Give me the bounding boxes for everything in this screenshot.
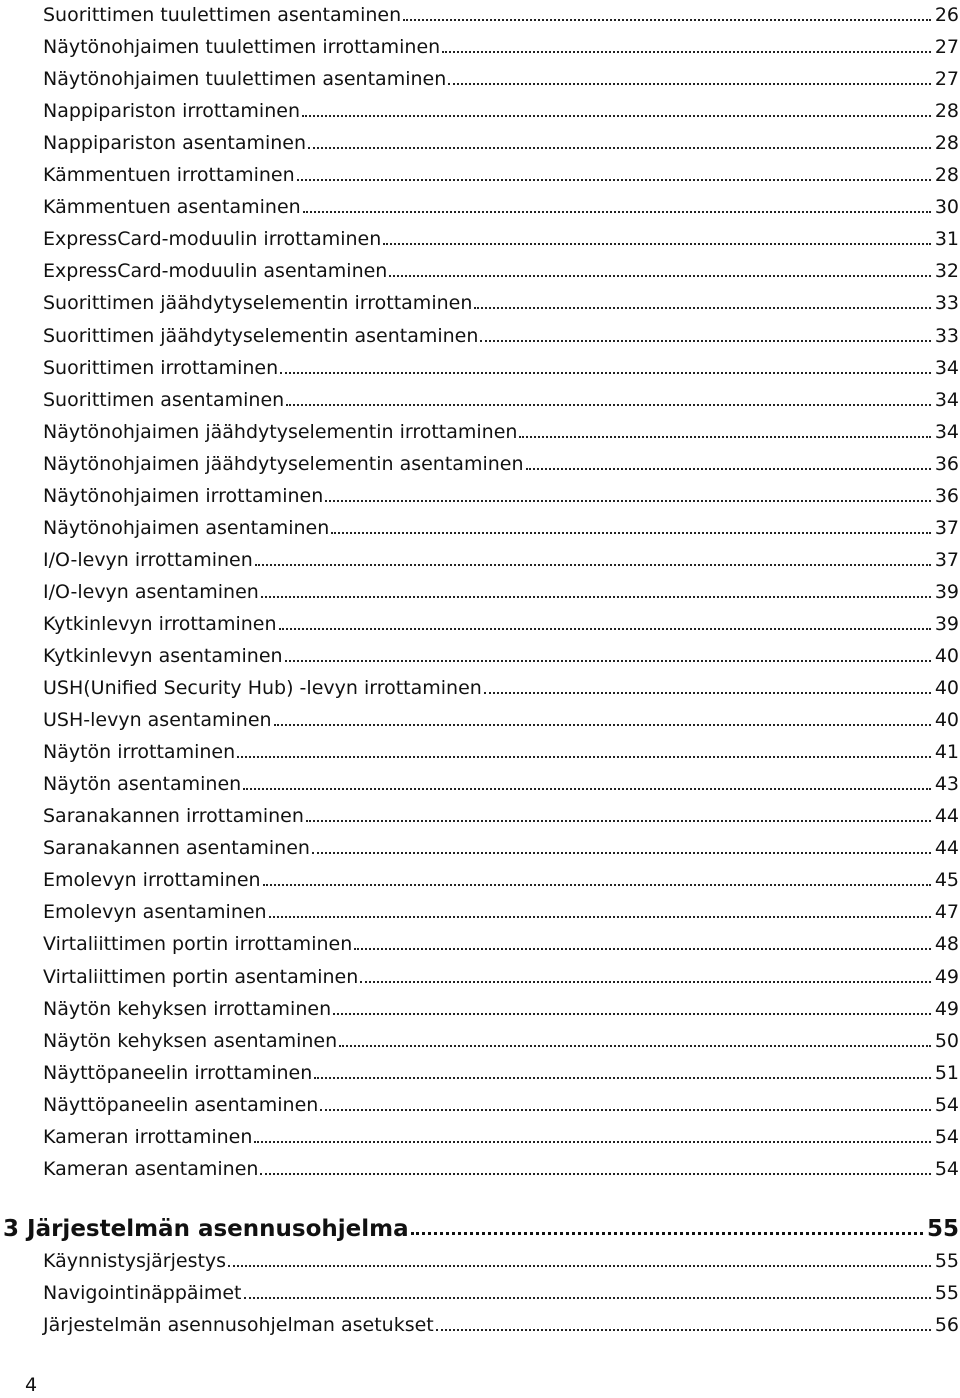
toc-entry-title: Näytönohjaimen jäähdytyselementin irrottaminen bbox=[43, 420, 518, 443]
toc-entry-title: USH(Unified Security Hub) -levyn irrottaminen bbox=[43, 677, 482, 700]
toc-dot-leader bbox=[237, 756, 931, 758]
toc-dot-leader bbox=[285, 660, 931, 662]
toc-entry[interactable] bbox=[43, 189, 959, 219]
toc-dot-leader bbox=[389, 275, 930, 277]
toc-dot-leader bbox=[474, 307, 930, 309]
toc-entry-page-number: 28 bbox=[934, 132, 959, 155]
toc-entry-page-number: 54 bbox=[934, 1125, 959, 1148]
toc-entry-title: Kameran irrottaminen bbox=[43, 1125, 253, 1148]
toc-entry[interactable] bbox=[43, 382, 959, 412]
toc-entry-title: Suorittimen asentaminen bbox=[43, 388, 285, 411]
toc-entry-page-number: 37 bbox=[934, 548, 959, 571]
toc-entry-title: Saranakannen asentaminen bbox=[43, 837, 310, 860]
toc-entry-page-number: 41 bbox=[934, 741, 959, 764]
toc-entry-title: Suorittimen jäähdytyselementin asentaminen bbox=[43, 324, 479, 347]
toc-entry[interactable] bbox=[43, 670, 959, 700]
toc-entry-page-number: 47 bbox=[934, 901, 959, 924]
toc-dot-leader bbox=[297, 179, 931, 181]
toc-entry[interactable] bbox=[43, 1307, 959, 1337]
toc-entry[interactable] bbox=[43, 285, 959, 315]
toc-entry-page-number: 34 bbox=[934, 420, 959, 443]
toc-entry[interactable] bbox=[43, 0, 959, 27]
toc-entry-title: 3 Järjestelmän asennusohjelma bbox=[3, 1215, 409, 1242]
toc-entry-title: Emolevyn asentaminen bbox=[43, 901, 267, 924]
toc-entry-page-number: 39 bbox=[934, 612, 959, 635]
toc-entry-page-number: 44 bbox=[934, 837, 959, 860]
toc-entry[interactable] bbox=[43, 1243, 959, 1273]
toc-dot-leader bbox=[354, 948, 931, 950]
toc-entry[interactable] bbox=[43, 318, 959, 348]
toc-entry[interactable] bbox=[43, 446, 959, 476]
toc-entry-page-number: 55 bbox=[934, 1281, 959, 1304]
toc-entry-title: I/O-levyn asentaminen bbox=[43, 580, 259, 603]
toc-entry-title: Näytön kehyksen irrottaminen bbox=[43, 997, 332, 1020]
toc-dot-leader bbox=[526, 468, 931, 470]
toc-entry[interactable] bbox=[43, 1087, 959, 1117]
toc-dot-leader bbox=[442, 51, 931, 53]
toc-entry-title: Kämmentuen irrottaminen bbox=[43, 164, 295, 187]
toc-dot-leader bbox=[303, 211, 931, 213]
toc-entry[interactable] bbox=[43, 478, 959, 508]
toc-entry[interactable] bbox=[43, 862, 959, 892]
toc-entry[interactable] bbox=[43, 542, 959, 572]
toc-entry-title: Kytkinlevyn irrottaminen bbox=[43, 612, 277, 635]
toc-dot-leader bbox=[280, 372, 931, 374]
toc-entry-page-number: 49 bbox=[934, 965, 959, 988]
toc-entry-page-number: 37 bbox=[934, 516, 959, 539]
toc-entry[interactable] bbox=[43, 894, 959, 924]
toc-entry-page-number: 49 bbox=[934, 997, 959, 1020]
toc-entry-page-number: 54 bbox=[934, 1157, 959, 1180]
toc-entry-page-number: 40 bbox=[934, 645, 959, 667]
toc-dot-leader bbox=[331, 532, 931, 534]
toc-entry-title: Virtaliittimen portin irrottaminen bbox=[43, 933, 353, 956]
toc-entry-page-number: 44 bbox=[934, 805, 959, 828]
toc-entry[interactable] bbox=[43, 510, 959, 540]
footer-page-number: 4 bbox=[25, 1374, 38, 1396]
toc-dot-leader bbox=[333, 1013, 931, 1015]
toc-entry[interactable] bbox=[43, 734, 959, 764]
toc-dot-leader bbox=[320, 1109, 930, 1111]
toc-entry-page-number: 32 bbox=[934, 260, 959, 283]
toc-entry[interactable] bbox=[43, 414, 959, 444]
toc-entry-title: Käynnistysjärjestys bbox=[43, 1249, 227, 1272]
toc-entry-page-number: 27 bbox=[934, 36, 959, 59]
toc-dot-leader bbox=[383, 243, 931, 245]
toc-dot-leader bbox=[306, 820, 931, 822]
toc-entry-title: Näytön asentaminen bbox=[43, 773, 242, 796]
toc-dot-leader bbox=[261, 596, 931, 598]
toc-entry-title: Suorittimen jäähdytyselementin irrottaminen bbox=[43, 292, 473, 315]
toc-dot-leader bbox=[411, 1232, 923, 1235]
toc-entry-page-number: 26 bbox=[934, 4, 959, 26]
toc-dot-leader bbox=[312, 852, 931, 854]
toc-entry-page-number: 27 bbox=[934, 68, 959, 91]
toc-entry-title: Suorittimen tuulettimen asentaminen bbox=[43, 4, 402, 26]
toc-dot-leader bbox=[260, 1173, 930, 1175]
toc-entry-page-number: 45 bbox=[934, 869, 959, 892]
toc-entry[interactable] bbox=[43, 221, 959, 251]
toc-entry-page-number: 56 bbox=[934, 1313, 959, 1336]
toc-dot-leader bbox=[519, 436, 930, 438]
toc-dot-leader bbox=[339, 1045, 931, 1047]
toc-entry-page-number: 28 bbox=[934, 164, 959, 187]
toc-dot-leader bbox=[286, 404, 931, 406]
toc-entry[interactable] bbox=[43, 702, 959, 732]
toc-entry-title: ExpressCard-moduulin asentaminen bbox=[43, 260, 388, 283]
toc-dot-leader bbox=[403, 19, 931, 21]
toc-entry-title: Suorittimen irrottaminen bbox=[43, 356, 279, 379]
toc-entry-title: Näytönohjaimen asentaminen bbox=[43, 516, 330, 539]
toc-entry-page-number: 31 bbox=[934, 228, 959, 251]
toc-dot-leader bbox=[244, 1297, 931, 1299]
toc-entry[interactable] bbox=[43, 1023, 959, 1053]
toc-dot-leader bbox=[269, 916, 931, 918]
toc-entry-title: Virtaliittimen portin asentaminen bbox=[43, 965, 359, 988]
toc-entry-title: Nappipariston irrottaminen bbox=[43, 100, 300, 123]
toc-entry-title: Näytönohjaimen irrottaminen bbox=[43, 484, 324, 507]
toc-entry-title: Näytönohjaimen tuulettimen irrottaminen bbox=[43, 36, 441, 59]
toc-entry[interactable] bbox=[43, 991, 959, 1021]
toc-entry-page-number: 36 bbox=[934, 484, 959, 507]
toc-entry[interactable] bbox=[43, 574, 959, 604]
toc-entry-title: Näytönohjaimen tuulettimen asentaminen bbox=[43, 68, 447, 91]
toc-entry[interactable] bbox=[43, 606, 959, 636]
toc-entry-title: Kytkinlevyn asentaminen bbox=[43, 645, 283, 667]
toc-entry-title: ExpressCard-moduulin irrottaminen bbox=[43, 228, 382, 251]
toc-dot-leader bbox=[263, 884, 931, 886]
toc-dot-leader bbox=[254, 1141, 930, 1143]
toc-dot-leader bbox=[436, 1329, 931, 1331]
toc-entry-title: Näyttöpaneelin irrottaminen bbox=[43, 1061, 313, 1084]
toc-entry-page-number: 33 bbox=[934, 324, 959, 347]
toc-dot-leader bbox=[279, 628, 931, 630]
toc-dot-leader bbox=[448, 83, 931, 85]
toc-entry-title: Näytön kehyksen asentaminen bbox=[43, 1029, 338, 1052]
toc-dot-leader bbox=[325, 500, 931, 502]
toc-dot-leader bbox=[314, 1077, 931, 1079]
toc-entry-page-number: 43 bbox=[934, 773, 959, 796]
toc-entry[interactable] bbox=[43, 1119, 959, 1149]
toc-entry-title: Kämmentuen asentaminen bbox=[43, 196, 301, 219]
toc-dot-leader bbox=[255, 564, 931, 566]
toc-entry-title: Näytönohjaimen jäähdytyselementin asentaminen bbox=[43, 452, 524, 475]
toc-entry[interactable] bbox=[43, 638, 959, 668]
toc-entry-title: Näyttöpaneelin asentaminen bbox=[43, 1093, 319, 1116]
toc-entry-page-number: 55 bbox=[934, 1249, 959, 1272]
toc-entry-title: USH-levyn asentaminen bbox=[43, 709, 272, 732]
toc-entry-title: Emolevyn irrottaminen bbox=[43, 869, 261, 892]
toc-entry-page-number: 40 bbox=[934, 709, 959, 732]
toc-entry[interactable] bbox=[43, 1275, 959, 1305]
toc-entry-page-number: 39 bbox=[934, 580, 959, 603]
toc-dot-leader bbox=[274, 724, 931, 726]
toc-dot-leader bbox=[480, 340, 930, 342]
toc-entry[interactable] bbox=[43, 125, 959, 155]
toc-dot-leader bbox=[360, 981, 931, 983]
toc-dot-leader bbox=[228, 1265, 931, 1267]
toc-entry-page-number: 30 bbox=[934, 196, 959, 219]
toc-entry-title: Navigointinäppäimet bbox=[43, 1281, 242, 1304]
toc-entry[interactable] bbox=[43, 926, 959, 956]
toc-entry[interactable] bbox=[43, 157, 959, 187]
toc-entry-page-number: 28 bbox=[934, 100, 959, 123]
toc-entry[interactable] bbox=[43, 93, 959, 123]
toc-entry-page-number: 33 bbox=[934, 292, 959, 315]
toc-entry-title: Kameran asentaminen bbox=[43, 1157, 259, 1180]
toc-entry-title: Nappipariston asentaminen bbox=[43, 132, 307, 155]
toc-entry-title: I/O-levyn irrottaminen bbox=[43, 548, 253, 571]
toc-entry-title: Saranakannen irrottaminen bbox=[43, 805, 304, 828]
toc-entry[interactable] bbox=[43, 253, 959, 283]
toc-entry-page-number: 40 bbox=[934, 677, 959, 700]
toc-dot-leader bbox=[308, 147, 931, 149]
toc-dot-leader bbox=[302, 115, 931, 117]
toc-entry-page-number: 36 bbox=[934, 452, 959, 475]
toc-dot-leader bbox=[243, 788, 931, 790]
toc-entry-page-number: 34 bbox=[934, 388, 959, 411]
toc-entry[interactable] bbox=[43, 29, 959, 59]
toc-entry[interactable] bbox=[43, 798, 959, 828]
toc-entry-page-number: 34 bbox=[934, 356, 959, 379]
toc-entry-page-number: 51 bbox=[934, 1061, 959, 1084]
toc-entry[interactable] bbox=[43, 1055, 959, 1085]
toc-entry-page-number: 54 bbox=[934, 1093, 959, 1116]
toc-dot-leader bbox=[484, 692, 931, 694]
toc-entry-title: Näytön irrottaminen bbox=[43, 741, 236, 764]
toc-entry[interactable] bbox=[43, 766, 959, 796]
toc-entry[interactable] bbox=[43, 830, 959, 860]
toc-entry-title: Järjestelmän asennusohjelman asetukset bbox=[43, 1313, 434, 1336]
toc-entry-page-number: 48 bbox=[934, 933, 959, 956]
toc-chapter-entry[interactable] bbox=[3, 1211, 959, 1241]
toc-entry-page-number: 50 bbox=[934, 1029, 959, 1052]
toc-entry[interactable] bbox=[43, 61, 959, 91]
toc-entry[interactable] bbox=[43, 1151, 959, 1181]
toc-entry[interactable] bbox=[43, 350, 959, 380]
toc-entry-page-number: 55 bbox=[926, 1215, 959, 1242]
toc-entry[interactable] bbox=[43, 959, 959, 989]
